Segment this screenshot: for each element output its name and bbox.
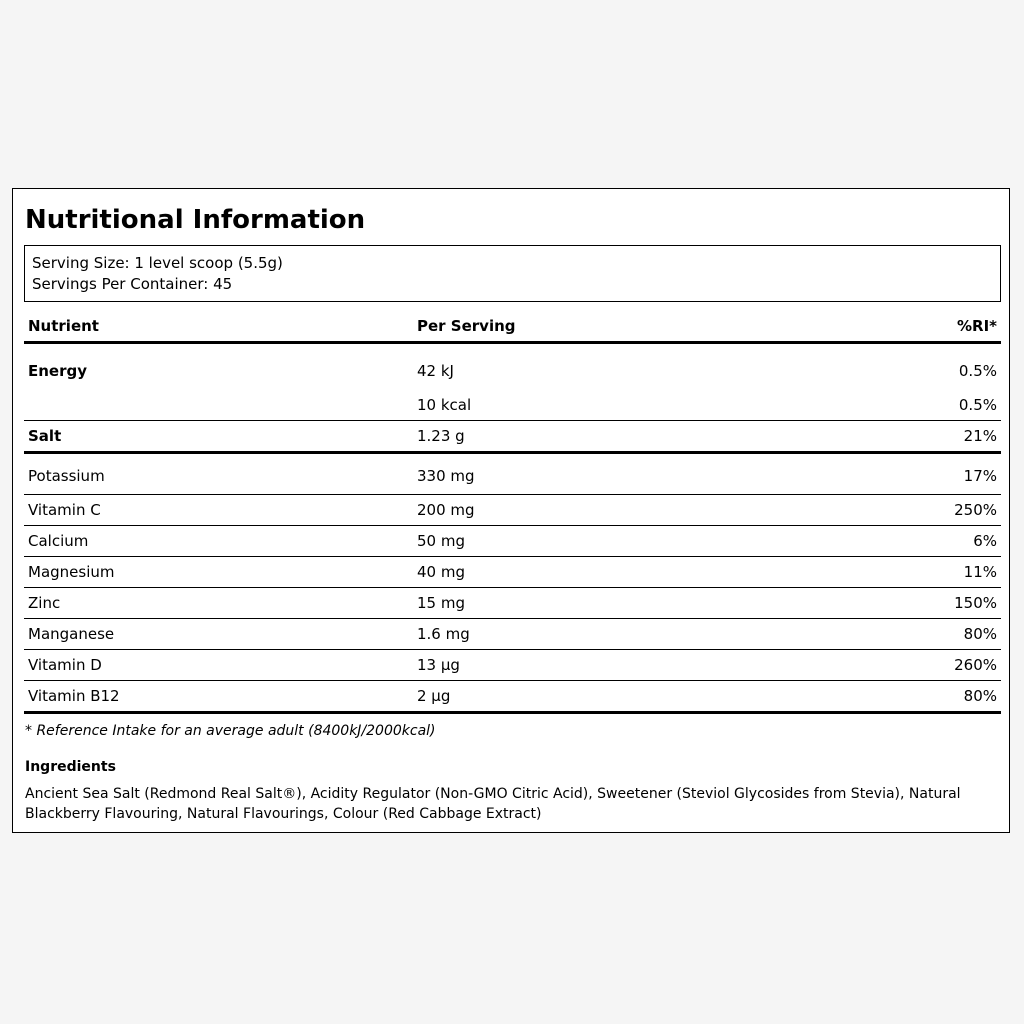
header-nutrient: Nutrient (24, 311, 413, 343)
per-serving-value: 10 kcal (413, 390, 801, 421)
per-serving-value: 2 µg (413, 681, 801, 713)
ingredients-text: Ancient Sea Salt (Redmond Real Salt®), Acidity Regulator (Non-GMO Citric Acid), Sweetener (Steviol Glycosides from Stevia), Natural Blackberry Flavouring, Natural Flavourings, Colour (Red Cabbage Extract) (25, 786, 961, 822)
nutrient-name: Energy (28, 362, 88, 380)
per-serving-value: 40 mg (413, 557, 801, 588)
ri-value: 17% (801, 453, 1001, 495)
table-row (24, 619, 1001, 650)
ri-value: 6% (801, 526, 1001, 557)
ingredients-heading: Ingredients (25, 759, 116, 775)
table-row (24, 557, 1001, 588)
table-row (24, 681, 1001, 713)
nutrient-name: Manganese (24, 619, 413, 650)
per-serving-value: 13 µg (413, 650, 801, 681)
nutrient-name: Calcium (24, 526, 413, 557)
ri-value: 80% (801, 681, 1001, 713)
per-serving-value: 15 mg (413, 588, 801, 619)
serving-size: Serving Size: 1 level scoop (5.5g) (32, 254, 283, 272)
ri-value: 11% (801, 557, 1001, 588)
ri-value: 80% (801, 619, 1001, 650)
ri-value: 260% (801, 650, 1001, 681)
per-serving-value: 1.23 g (413, 421, 801, 453)
nutrient-name: Potassium (24, 453, 413, 495)
nutrient-name: Vitamin C (24, 495, 413, 526)
ri-value: 250% (801, 495, 1001, 526)
ri-value: 0.5% (958, 362, 997, 380)
table-row (24, 650, 1001, 681)
nutrition-label-panel (12, 188, 1010, 833)
ri-value: 21% (801, 421, 1001, 453)
nutrient-name (24, 390, 413, 421)
table-row (24, 588, 1001, 619)
table-header-row (24, 311, 1001, 343)
per-serving-value: 330 mg (413, 453, 801, 495)
nutrient-name: Vitamin B12 (24, 681, 413, 713)
header-ri: %RI* (801, 311, 1001, 343)
table-row-salt (24, 421, 1001, 453)
table-row-energy-kcal (24, 390, 1001, 421)
nutrient-name: Vitamin D (24, 650, 413, 681)
serving-info-box (24, 245, 1001, 302)
ri-value: 0.5% (801, 390, 1001, 421)
per-serving-value: 42 kJ (417, 362, 454, 380)
label-title: Nutritional Information (25, 205, 366, 235)
per-serving-value: 200 mg (413, 495, 801, 526)
table-row (24, 495, 1001, 526)
nutrient-name: Magnesium (24, 557, 413, 588)
servings-per-container: Servings Per Container: 45 (32, 275, 233, 293)
nutrient-name: Salt (24, 421, 413, 453)
table-row (24, 453, 1001, 495)
reference-intake-footnote: * Reference Intake for an average adult (8400kJ/2000kcal) (25, 723, 436, 739)
nutrient-name: Zinc (24, 588, 413, 619)
table-row-energy-kj (24, 343, 1001, 391)
table-row (24, 526, 1001, 557)
per-serving-value: 50 mg (413, 526, 801, 557)
header-per-serving: Per Serving (413, 311, 801, 343)
ri-value: 150% (801, 588, 1001, 619)
nutrition-table (24, 311, 1001, 714)
per-serving-value: 1.6 mg (413, 619, 801, 650)
